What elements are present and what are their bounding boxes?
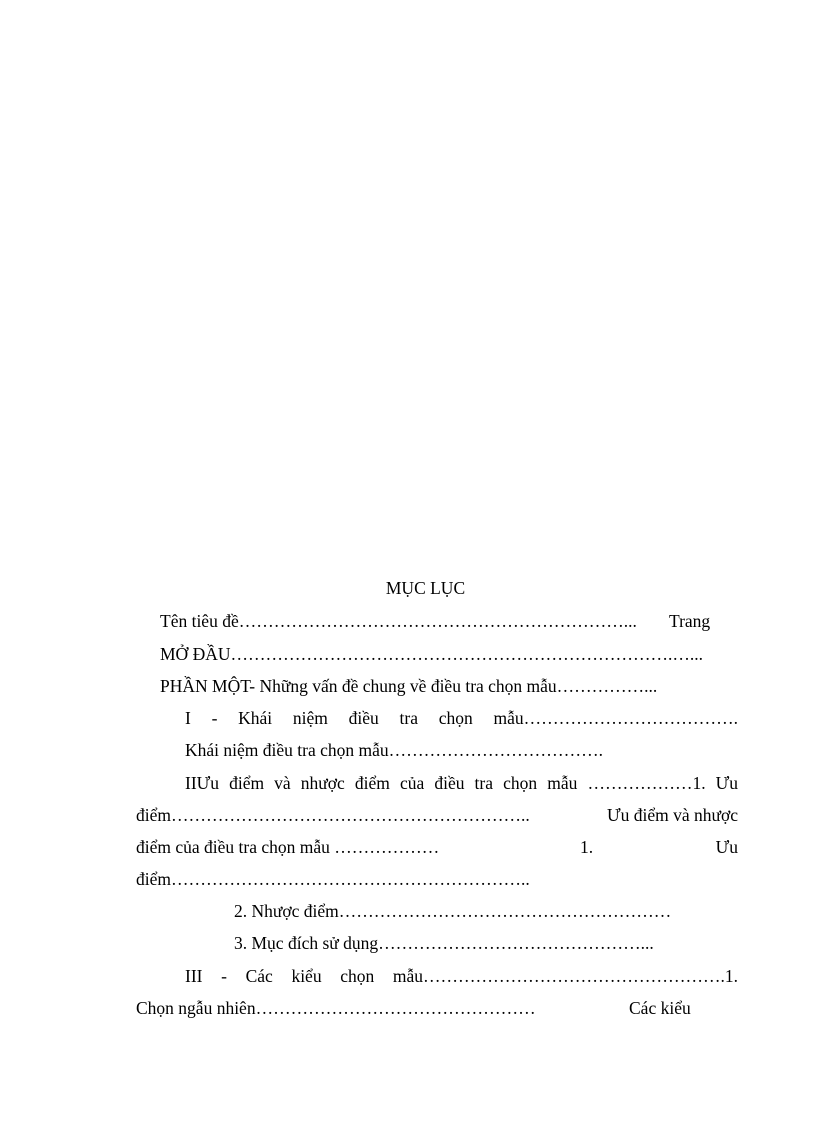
- toc-entry-item-ii: IIƯu điểm và nhược điểm của điều tra chọn mẫu ………………1. Ưu: [185, 773, 738, 793]
- toc-entry-item-i: I - Khái niệm điều tra chọn mẫu……………………………….: [185, 708, 738, 728]
- toc-entry-nhuoc-diem: 2. Nhược điểm…………………………………………………: [234, 901, 672, 921]
- toc-entry-item-iii: III - Các kiểu chọn mẫu…………………………………………….1.: [185, 966, 738, 986]
- toc-entry-mo-dau: MỞ ĐẦU………………………………………………………………….…...: [160, 644, 703, 664]
- toc-header-page-label: Trang: [669, 611, 711, 631]
- toc-entry-cac-kieu: Các kiểu: [629, 998, 691, 1018]
- toc-entry-diem-3: điểm……………………………………………………..: [136, 869, 530, 889]
- toc-entry-item-i-sub: Khái niệm điều tra chọn mẫu……………………………….: [185, 740, 603, 760]
- toc-header-label: Tên tiêu đề…………………………………………………………...: [160, 611, 642, 631]
- toc-entry-number-1: 1.: [580, 837, 594, 857]
- toc-entry-diem-2: điểm của điều tra chọn mẫu ………………: [136, 837, 440, 857]
- toc-title: MỤC LỤC: [385, 578, 466, 598]
- toc-entry-muc-dich: 3. Mục đích sử dụng………………………………………...: [234, 933, 654, 953]
- toc-entry-phan-mot: PHẦN MỘT- Những vấn đề chung về điều tra chọn mẫu……………...: [160, 676, 658, 696]
- toc-entry-diem-1: điểm……………………………………………………..: [136, 805, 530, 825]
- toc-entry-uu-diem-nhuoc: Ưu điểm và nhược: [607, 805, 738, 825]
- toc-entry-uu: Ưu: [715, 837, 738, 857]
- toc-entry-chon-ngau-nhien: Chọn ngẫu nhiên…………………………………………: [136, 998, 536, 1018]
